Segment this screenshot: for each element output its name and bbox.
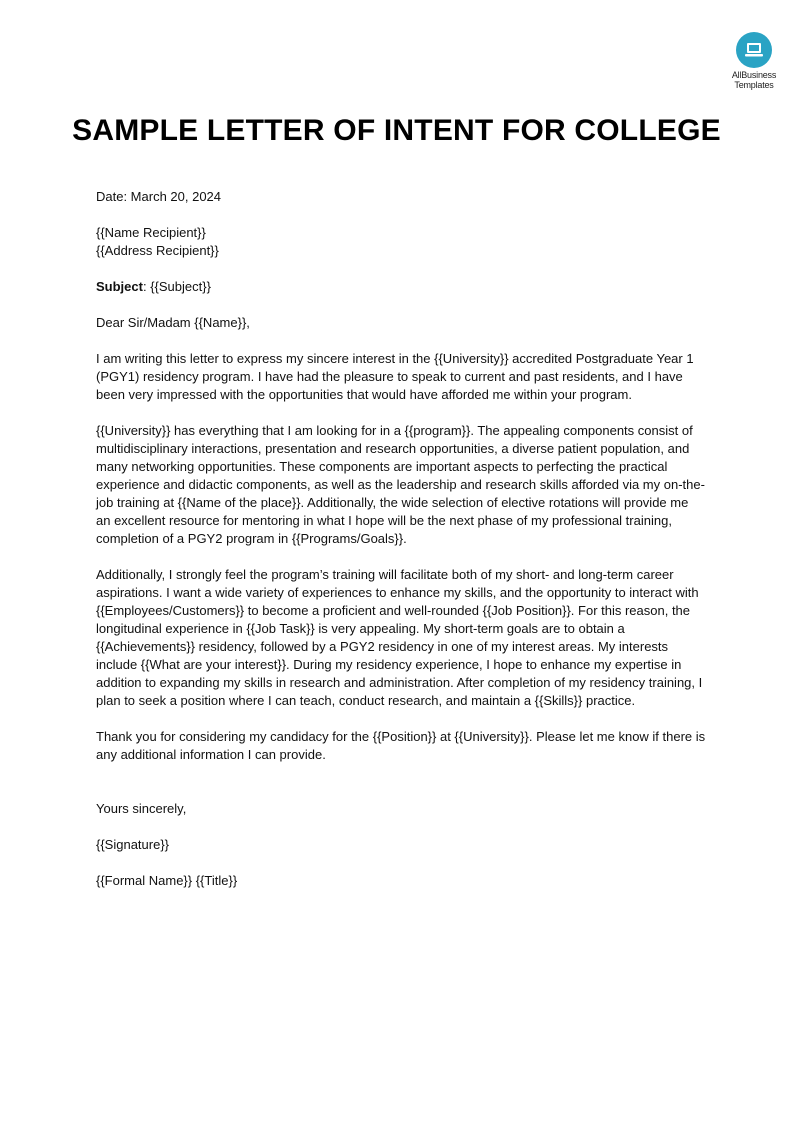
brand-logo — [722, 32, 786, 90]
paragraph-3: Additionally, I strongly feel the program’s training will facilitate both of my short- and long-term career aspirations. I want a wide variety of experiences to enhance my skills, and the opportunity to interact with {{Employees/Customers}} to become a proficient and well-rounded {{Job Position}}. For this reason, the longitudinal experience in {{Job Task}} is very appealing. My short-term goals are to obtain a {{Achievements}} residency, followed by a PGY2 residency in one of my interest areas. My interests include {{What are your interest}}. During my residency experience, I hope to enhance my expertise in addition to expanding my skills in research and administration. After completion of my residency training, I plan to seek a position where I can teach, conduct research, and maintain a {{Skills}} practice. — [96, 567, 703, 708]
page-title: SAMPLE LETTER OF INTENT FOR COLLEGE — [72, 114, 721, 147]
recipient-block — [96, 224, 706, 260]
recipient-name: {{Name Recipient}} — [96, 225, 206, 240]
signature: {{Signature}} — [96, 837, 170, 852]
salutation: Dear Sir/Madam {{Name}}, — [96, 315, 250, 330]
letter-body — [96, 188, 706, 908]
brand-line-2: Templates — [734, 80, 774, 90]
subject-label: Subject — [96, 279, 143, 294]
recipient-address: {{Address Recipient}} — [96, 243, 219, 258]
paragraph-4: Thank you for considering my candidacy for the {{Position}} at {{University}}. Please let me know if there is any additional information I can provide. — [96, 729, 706, 762]
paragraph-2: {{University}} has everything that I am looking for in a {{program}}. The appealing components consist of multidisciplinary interactions, presentation and research opportunities, a diverse patient population, and many networking opportunities. These components are important aspects to perfecting the practical experience and didactic components, as well as the leadership and research skills afforded via my on-the-job training at {{Name of the place}}. Additionally, the wide selection of elective rotations will provide me an excellent resource for mentoring in what I hope will be the next phase of my professional training, completion of a PGY2 program in {{Programs/Goals}}. — [96, 423, 705, 546]
subject-value: : {{Subject}} — [142, 279, 211, 294]
formal-name: {{Formal Name}} {{Title}} — [96, 873, 238, 888]
letter-date: Date: March 20, 2024 — [96, 189, 222, 204]
subject-line — [96, 278, 706, 296]
paragraph-1: I am writing this letter to express my sincere interest in the {{University}} accredited Postgraduate Year 1 (PGY1) residency program. I have had the pleasure to speak to current and past residents, and I have been very impressed with the opportunities that would have afforded me within your program. — [96, 351, 694, 402]
brand-line-1: AllBusiness — [731, 70, 777, 80]
brand-name — [722, 70, 786, 90]
closing: Yours sincerely, — [96, 801, 187, 816]
laptop-icon — [736, 32, 772, 68]
